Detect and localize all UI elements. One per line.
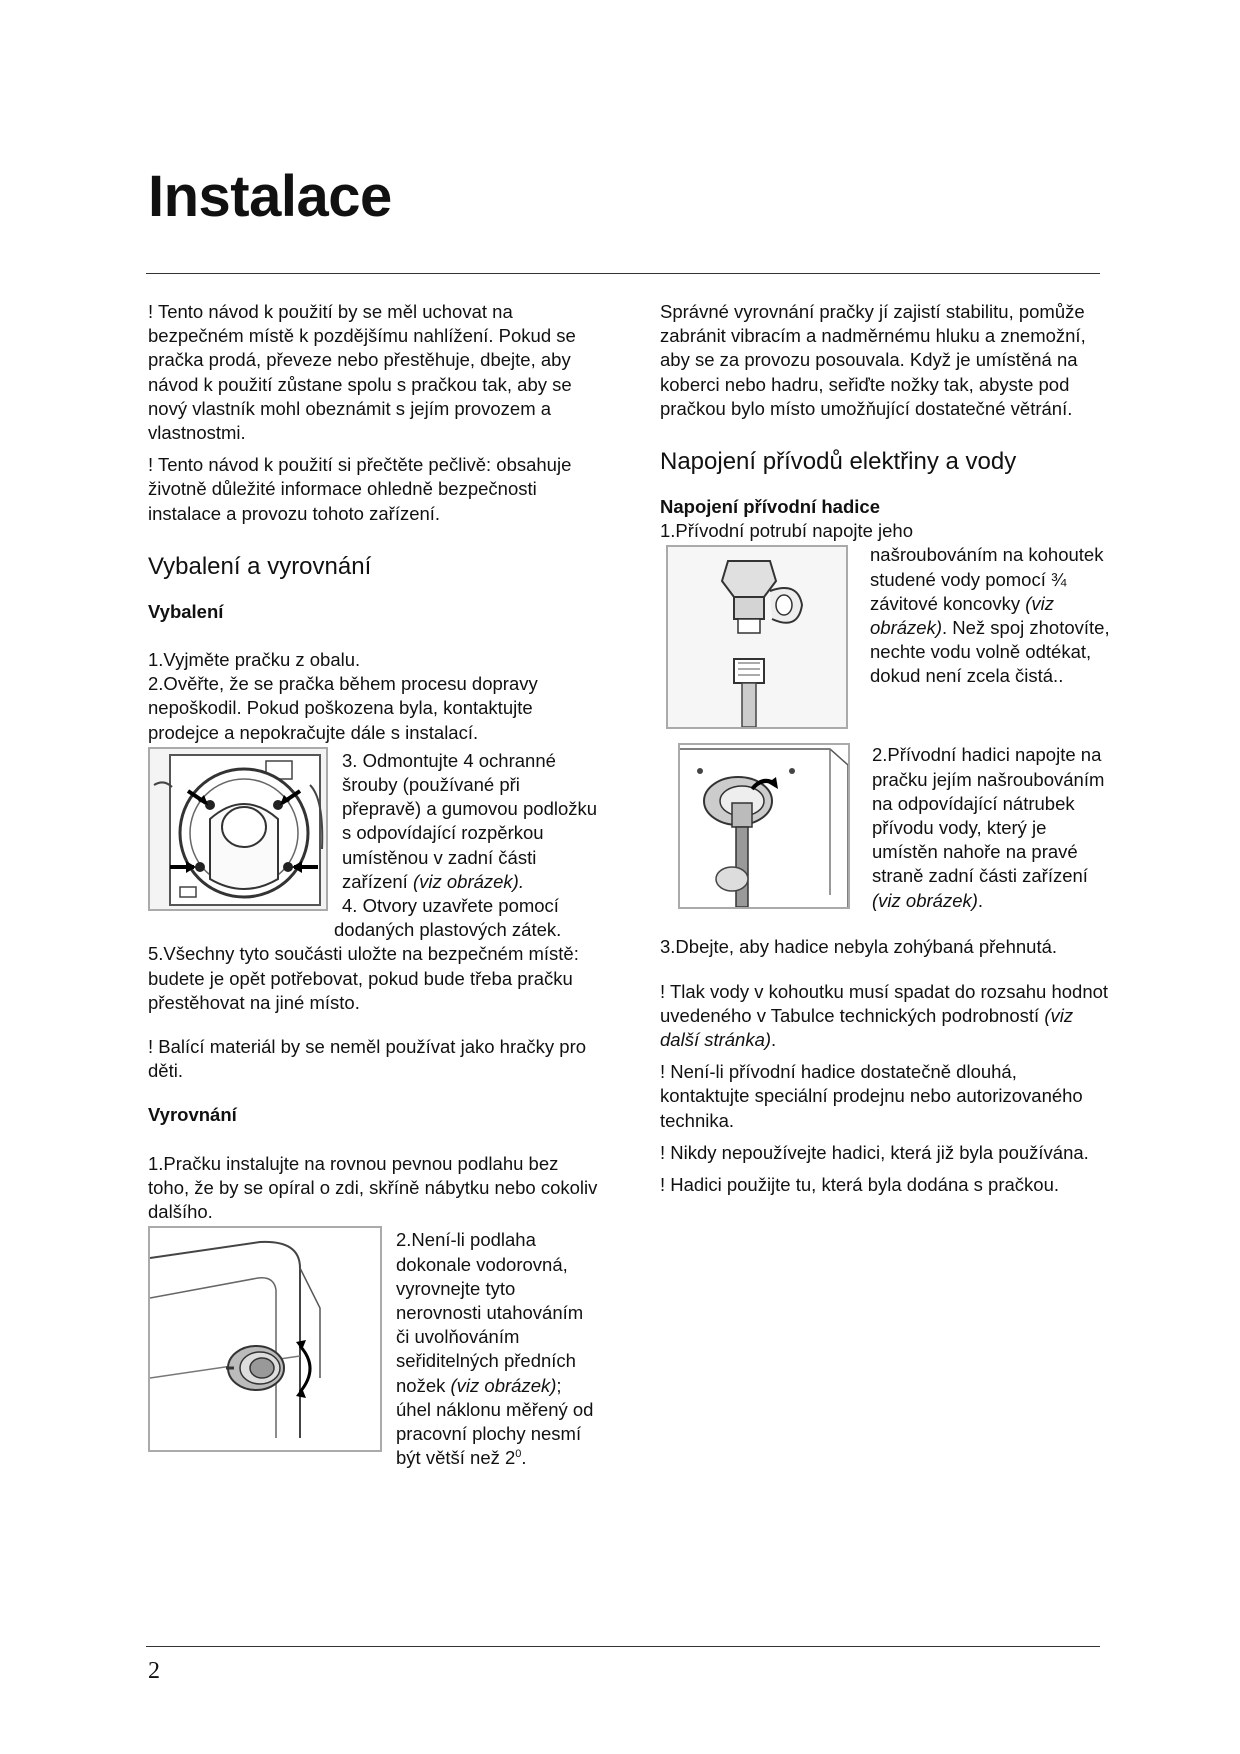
intro-paragraph-1: ! Tento návod k použití by se měl uchovat na bezpečném místě k pozdějšímu nahlížení. Pokud se pračka prodá, převeze nebo přestěhuje, dbejte, aby návod k použití zůstane spolu s pračkou tak, aby se nový vlastník mohl obeznámit s jejím provozem a vlastnostmi. [148,301,576,444]
unpack-step-1: 1.Vyjměte pračku z obalu. [148,649,361,671]
level-step-2-figure-ref: (viz obrázek) [450,1374,557,1396]
level-step-2-text-cont: ; úhel náklonu měřený od pracovní plochy nesmí být větší než 2 [396,1374,594,1469]
hose-note-supplied: ! Hadici použijte tu, která byla dodána s pračkou. [660,1174,1060,1196]
right-column [660,300,1110,1197]
hose-note-pressure-ref: (viz další stránka) [660,1004,1074,1051]
page-number: 2 [148,1658,160,1684]
hose-step-2-end: . [977,889,984,911]
left-column [148,300,598,1470]
unpack-step-3-figure-ref: (viz obrázek). [412,870,524,892]
hose-step-3: 3.Dbejte, aby hadice nebyla zohýbaná přehnutá. [660,936,1058,958]
top-divider [146,273,1100,274]
section-title-unpacking-leveling: Vybalení a vyrovnání [148,552,372,580]
hose-step-1-text-cont: . Než spoj zhotovíte, nechte vodu volně odtékat, dokud není zcela čistá.. [870,617,1110,687]
inlet-hose-heading: Napojení přívodní hadice [660,496,880,518]
level-step-2-end: . [521,1447,527,1469]
unpacking-heading: Vybalení [148,600,224,622]
unpack-step-2: 2.Ověřte, že se pračka během procesu dopravy nepoškodil. Pokud poškozena byla, kontaktujte prodejce a nepokračujte dále s instalací. [148,673,538,743]
section-title-connections: Napojení přívodů elektřiny a vody [660,448,1017,476]
unpack-step-3-text: 3. Odmontujte 4 ochranné šrouby (používané při přepravě) a gumovou podložku s odpovídající rozpěrkou umístěnou v zadní části zařízení [342,749,598,892]
page-title: Instalace [148,164,392,229]
figure-washer-back-transport-bolts [148,747,328,911]
hose-note-used: ! Nikdy nepoužívejte hadici, která již byla používána. [660,1141,1089,1163]
intro-paragraph-2: ! Tento návod k použití si přečtěte pečlivě: obsahuje životně důležité informace ohledně bezpečnosti instalace a provozu tohoto zařízení. [148,454,572,524]
hose-step-1-figure-ref: (viz obrázek) [870,592,1055,639]
hose-step-1-lead: 1.Přívodní potrubí napojte jeho [660,520,914,542]
leveling-heading: Vyrovnání [148,1104,237,1126]
bottom-divider [146,1646,1100,1647]
degree-superscript: 0 [515,1447,522,1460]
hose-step-2-text: 2.Přívodní hadici napojte na pračku jejím našroubováním na odpovídající nátrubek přívodu vody, který je umístěn nahoře na pravé straně zadní části zařízení [872,744,1105,887]
unpack-warning: ! Balící materiál by se neměl používat jako hračky pro děti. [148,1036,587,1082]
level-step-2-text: 2.Není-li podlaha dokonale vodorovná, vyrovnejte tyto nerovnosti utahováním či uvolňováním seřiditelných předních nožek [396,1229,584,1396]
hose-step-2-figure-ref: (viz obrázek) [872,889,978,911]
hose-note-pressure-end: . [771,1029,777,1051]
hose-note-pressure [660,980,1110,1053]
figure-water-tap-fitting [666,545,848,729]
figure-adjustable-foot [148,1226,382,1452]
hose-note-length: ! Není-li přívodní hadice dostatečně dlouhá, kontaktujte speciální prodejnu nebo autorizovaného technika. [660,1061,1083,1131]
figure-hose-to-machine-inlet [678,743,850,909]
unpack-step-5: 5.Všechny tyto součásti uložte na bezpečném místě: budete je opět potřebovat, pokud bude třeba pračku přestěhovat na jiné místo. [148,943,579,1013]
hose-step-1-text: našroubováním na kohoutek studené vody pomocí ¾ závitové koncovky [870,544,1104,614]
unpack-step-4: 4. Otvory uzavřete pomocí dodaných plastových zátek. [334,895,562,941]
level-step-1: 1.Pračku instalujte na rovnou pevnou podlahu bez toho, že by se opíral o zdi, skříně nábytku nebo cokoliv dalšího. [148,1152,598,1223]
leveling-intro-paragraph: Správné vyrovnání pračky jí zajistí stabilitu, pomůže zabránit vibracím a nadměrnému hluku a znemožní, aby se za provozu posouvala. Když je umístěná na koberci nebo hadru, seřiďte nožky tak, abyste pod pračkou bylo místo umožňující dostatečné větrání. [660,301,1086,419]
hose-note-pressure-text: ! Tlak vody v kohoutku musí spadat do rozsahu hodnot uvedeného v Tabulce technických podrobností [660,980,1109,1026]
